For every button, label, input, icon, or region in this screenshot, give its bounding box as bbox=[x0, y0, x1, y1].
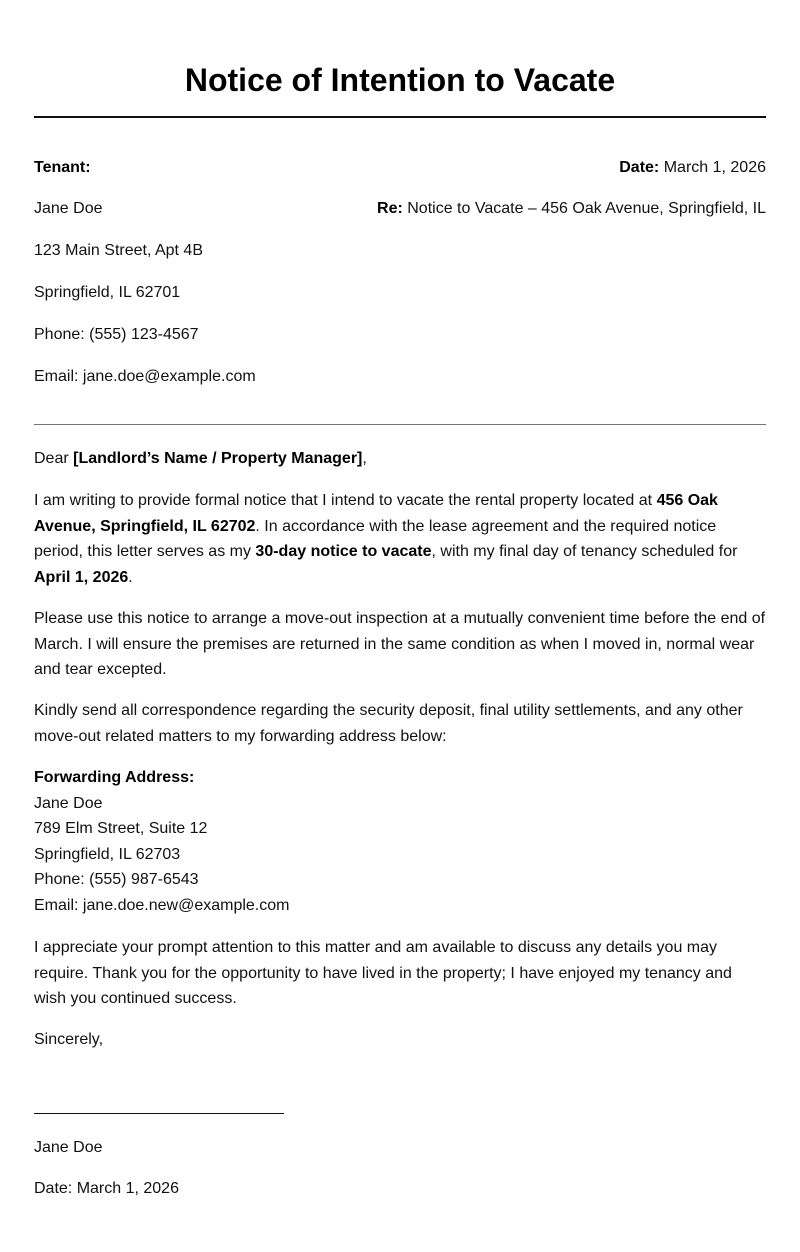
forwarding-address bbox=[34, 765, 766, 919]
forwarding-label: Forwarding Address: bbox=[34, 769, 195, 786]
tenant-city: Springfield, IL 62701 bbox=[34, 284, 181, 301]
salutation: Dear [Landlord’s Name / Property Manager], bbox=[34, 450, 367, 467]
document-title: Notice of Intention to Vacate bbox=[184, 62, 616, 98]
paragraph-correspondence: Kindly send all correspondence regarding the security deposit, final utility settlements, and any other move-out related matters to my forwarding address below: bbox=[34, 702, 743, 745]
date-line bbox=[619, 157, 766, 179]
tenant-email: Email: jane.doe@example.com bbox=[34, 368, 256, 385]
closing: Sincerely, bbox=[34, 1031, 104, 1048]
tenant-street: 123 Main Street, Apt 4B bbox=[34, 242, 203, 259]
title-divider bbox=[34, 116, 766, 118]
signature-line bbox=[34, 1113, 284, 1114]
tenant-phone: Phone: (555) 123-4567 bbox=[34, 326, 199, 343]
forwarding-phone: Phone: (555) 987-6543 bbox=[34, 871, 199, 889]
paragraph-inspection: Please use this notice to arrange a move-out inspection at a mutually convenient time before the end of March. I will ensure the premises are returned in the same condition as when I moved in, normal wear and tear excepted. bbox=[34, 610, 766, 679]
tenant-label: Tenant: bbox=[34, 159, 91, 176]
paragraph-notice: I am writing to provide formal notice that I intend to vacate the rental property located at 456 Oak Avenue, Springfield, IL 62702. In accordance with the lease agreement and the required notice period, this letter serves as my 30-day notice to vacate, with my final day of tenancy scheduled for April 1, 2026. bbox=[34, 492, 738, 586]
paragraph-closing: I appreciate your prompt attention to this matter and am available to discuss any details you may require. Thank you for the opportunity to have lived in the property; I have enjoyed my tenancy and wish you continued success. bbox=[34, 939, 732, 1008]
forwarding-city: Springfield, IL 62703 bbox=[34, 845, 181, 863]
date-value: March 1, 2026 bbox=[663, 159, 766, 176]
signature-name: Jane Doe bbox=[34, 1139, 103, 1156]
recipient: [Landlord’s Name / Property Manager] bbox=[73, 450, 363, 467]
forwarding-email: Email: jane.doe.new@example.com bbox=[34, 896, 290, 914]
section-divider bbox=[34, 424, 766, 425]
tenant-name: Jane Doe bbox=[34, 200, 103, 217]
re-value: Notice to Vacate – 456 Oak Avenue, Springfield, IL bbox=[407, 200, 766, 217]
date-label: Date: bbox=[619, 159, 660, 176]
forwarding-street: 789 Elm Street, Suite 12 bbox=[34, 820, 208, 838]
re-line bbox=[377, 198, 766, 220]
forwarding-name: Jane Doe bbox=[34, 794, 103, 812]
signature-date: Date: March 1, 2026 bbox=[34, 1180, 179, 1197]
re-label: Re: bbox=[377, 200, 403, 217]
